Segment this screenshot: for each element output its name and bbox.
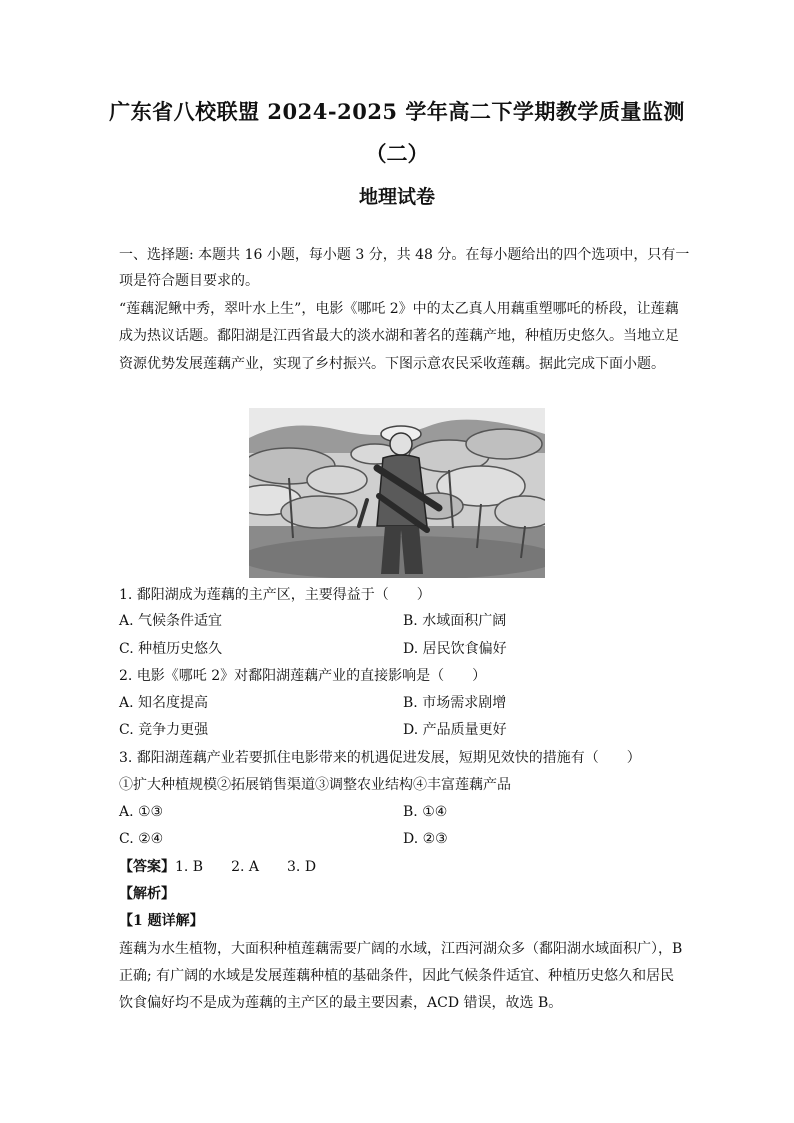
- passage-line: 成为热议话题。鄱阳湖是江西省最大的淡水湖和著名的莲藕产地，种植历史悠久。当地立足: [119, 328, 679, 344]
- lotus-harvest-photo: [249, 408, 545, 578]
- option-b: B. ①④: [403, 804, 448, 820]
- option-c: C. 种植历史悠久: [119, 641, 223, 657]
- option-c: C. 竞争力更强: [119, 722, 209, 738]
- option-c: C. ②④: [119, 831, 164, 847]
- question-stem: 2. 电影《哪吒 2》对鄱阳湖莲藕产业的直接影响是（ ）: [119, 668, 487, 684]
- question-stem: 1. 鄱阳湖成为莲藕的主产区，主要得益于（ ）: [119, 587, 431, 603]
- passage-line: “莲藕泥鳅中秀，翠叶水上生”，电影《哪吒 2》中的太乙真人用藕重塑哪吒的桥段，让莲藕: [119, 301, 679, 317]
- option-a: A. ①③: [119, 804, 164, 820]
- detail-label: 【1 题详解】: [119, 913, 204, 929]
- answer-text: 1. B 2. A 3. D: [175, 859, 317, 875]
- passage-line: 资源优势发展莲藕产业，实现了乡村振兴。下图示意农民采收莲藕。据此完成下面小题。: [119, 356, 665, 372]
- option-b: B. 水域面积广阔: [403, 613, 507, 629]
- question-choices: ①扩大种植规模②拓展销售渠道③调整农业结构④丰富莲藕产品: [119, 777, 511, 793]
- detail-line: 莲藕为水生植物，大面积种植莲藕需要广阔的水域，江西河湖众多（鄱阳湖水域面积广），B: [119, 941, 683, 957]
- detail-line: 正确; 有广阔的水域是发展莲藕种植的基础条件，因此气候条件适宜、种植历史悠久和居民: [119, 968, 675, 984]
- detail-line: 饮食偏好均不是成为莲藕的主产区的最主要因素，ACD 错误，故选 B。: [119, 995, 563, 1011]
- exam-title-number: （二）: [365, 141, 429, 166]
- option-b: B. 市场需求剧增: [403, 695, 507, 711]
- exam-title: 广东省八校联盟 2024-2025 学年高二下学期教学质量监测: [109, 99, 685, 124]
- analysis-label: 【解析】: [119, 886, 175, 902]
- option-a: A. 知名度提高: [119, 695, 209, 711]
- option-d: D. 产品质量更好: [403, 722, 507, 738]
- answer-line: [119, 857, 679, 877]
- option-d: D. ②③: [403, 831, 448, 847]
- option-d: D. 居民饮食偏好: [403, 641, 507, 657]
- section-intro-line: 一、选择题: 本题共 16 小题，每小题 3 分，共 48 分。在每小题给出的四个选项中，只有一: [119, 247, 690, 263]
- lotus-harvest-illustration: [249, 408, 545, 578]
- exam-subject: 地理试卷: [358, 186, 435, 208]
- section-intro-line: 项是符合题目要求的。: [119, 273, 259, 289]
- answer-label: 【答案】: [119, 859, 175, 875]
- option-a: A. 气候条件适宜: [119, 613, 223, 629]
- question-stem: 3. 鄱阳湖莲藕产业若要抓住电影带来的机遇促进发展，短期见效快的措施有（ ）: [119, 750, 641, 766]
